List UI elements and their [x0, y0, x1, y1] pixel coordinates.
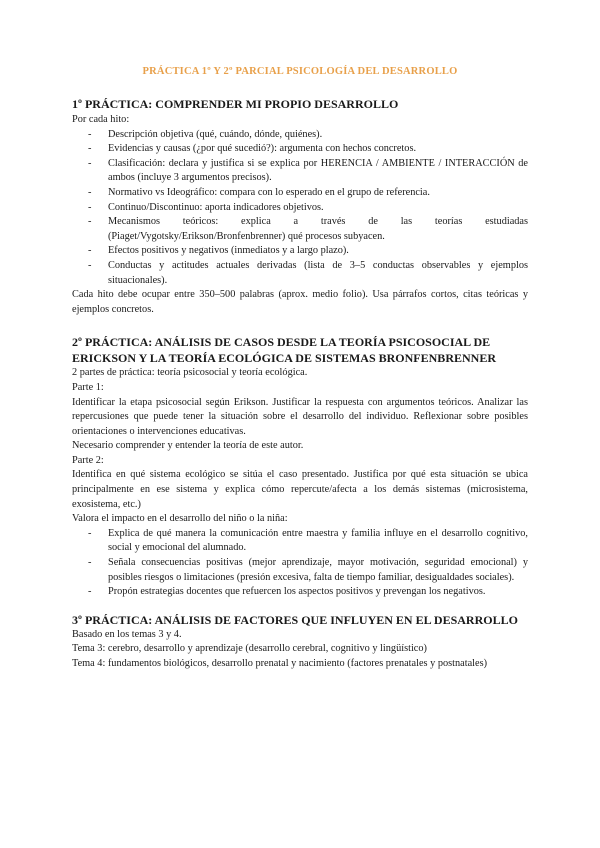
section-3	[72, 612, 528, 672]
section-2-list	[72, 527, 528, 600]
list-item: - Conductas y actitudes actuales derivadas (lista de 3–5 conductas observables y ejemplos situacionales).	[72, 259, 528, 288]
part-1-label: Parte 1:	[72, 381, 104, 393]
list-item: - Efectos positivos y negativos (inmediatos y a largo plazo).	[72, 244, 528, 259]
section-3-line: Tema 4: fundamentos biológicos, desarrollo prenatal y nacimiento (factores prenatales y postnatales)	[72, 658, 488, 669]
section-3-line: Basado en los temas 3 y 4.	[72, 628, 182, 640]
section-3-line: Tema 3: cerebro, desarrollo y aprendizaje (desarrollo cerebral, cognitivo y lingüístico)	[72, 643, 427, 655]
list-item: - Evidencias y causas (¿por qué sucedió?): argumenta con hechos concretos.	[72, 142, 528, 157]
list-item: - Mecanismos teóricos: explica a través de las teorías estudiadas (Piaget/Vygotsky/Erikson/Bronfenbrenner) qué procesos subyacen.	[72, 215, 528, 244]
list-item: - Señala consecuencias positivas (mejor aprendizaje, mayor motivación, seguridad emocional) y posibles riesgos o limitaciones (presión excesiva, falta de tiempo familiar, desigualdades sociales).	[72, 556, 528, 585]
section-2-heading: 2º PRÁCTICA: ANÁLISIS DE CASOS DESDE LA TEORÍA PSICOSOCIAL DE ERICKSON Y LA TEORÍA ECOLÓGICA DE SISTEMAS BRONFENBRENNER	[72, 335, 496, 366]
section-2	[72, 334, 528, 600]
list-item: - Continuo/Discontinuo: aporta indicadores objetivos.	[72, 201, 528, 216]
section-1-closing: Cada hito debe ocupar entre 350–500 palabras (aprox. medio folio). Usa párrafos cortos, citas teóricas y ejemplos concretos.	[72, 289, 528, 315]
list-item: - Normativo vs Ideográfico: compara con lo esperado en el grupo de referencia.	[72, 186, 528, 201]
section-1	[72, 96, 528, 317]
list-item: - Clasificación: declara y justifica si se explica por HERENCIA / AMBIENTE / INTERACCIÓN de ambos (incluye 3 argumentos precisos).	[72, 157, 528, 186]
part-2-label: Parte 2:	[72, 454, 104, 466]
section-1-list	[72, 128, 528, 289]
part-1-text: Identificar la etapa psicosocial según Erikson. Justificar la respuesta con argumentos teóricos. Analizar las repercusiones que puede tener la situación sobre el desarrollo del individuo. Reflexionar sobre posibles orientaciones o intervenciones educativas.	[72, 396, 528, 437]
section-1-intro: Por cada hito:	[72, 114, 130, 125]
document-title: PRÁCTICA 1º Y 2º PARCIAL PSICOLOGÍA DEL DESARROLLO	[142, 66, 458, 77]
part-2-text: Identifica en qué sistema ecológico se sitúa el caso presentado. Justifica por qué esta situación se ubica principalmente en ese sistema y explica cómo repercute/afecta a los demás sistemas (microsistema, exosistema, etc.)	[72, 469, 528, 510]
part-2-lead: Valora el impacto en el desarrollo del niño o la niña:	[72, 513, 288, 525]
list-item: - Explica de qué manera la comunicación entre maestra y familia influye en el desarrollo cognitivo, social y emocional del alumnado.	[72, 527, 528, 556]
section-1-heading: 1º PRÁCTICA: COMPRENDER MI PROPIO DESARROLLO	[72, 97, 399, 111]
part-1-note: Necesario comprender y entender la teoría de este autor.	[72, 440, 304, 452]
list-item: - Propón estrategias docentes que refuercen los aspectos positivos y prevengan los negativos.	[72, 585, 528, 600]
list-item: - Descripción objetiva (qué, cuándo, dónde, quiénes).	[72, 128, 528, 143]
section-3-heading: 3º PRÁCTICA: ANÁLISIS DE FACTORES QUE INFLUYEN EN EL DESARROLLO	[72, 612, 518, 627]
section-2-intro: 2 partes de práctica: teoría psicosocial y teoría ecológica.	[72, 367, 308, 379]
